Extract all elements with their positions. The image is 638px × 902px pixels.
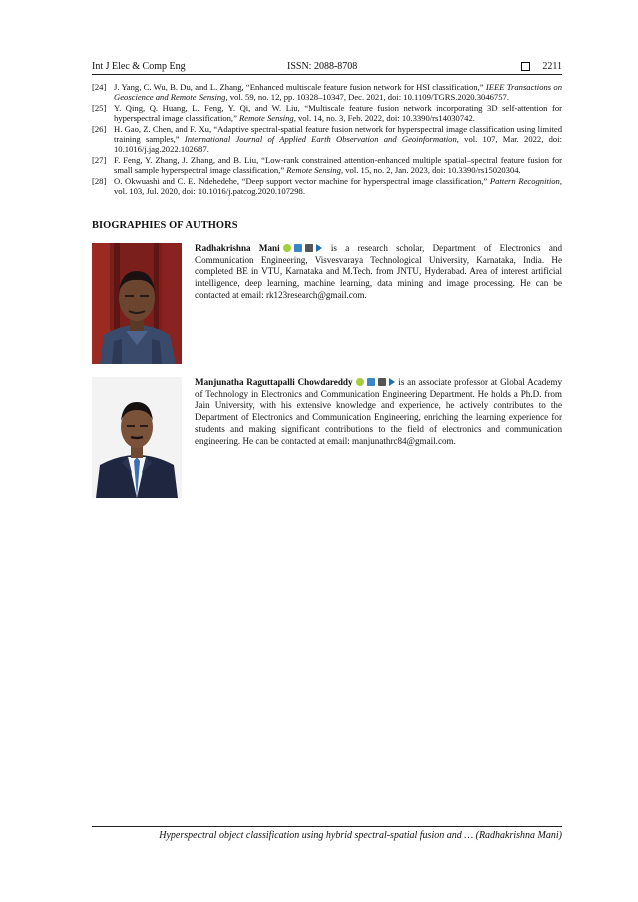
reference-venue: Remote Sensing (239, 113, 294, 124)
checkbox-icon (521, 62, 530, 71)
orcid-icon[interactable] (283, 244, 291, 252)
page-number: 2211 (542, 61, 562, 72)
scholar-icon[interactable] (378, 378, 386, 386)
reference-item (92, 176, 562, 197)
author-bio: is a research scholar, Department of Electronics and Communication Engineering, Visvesvaraya Technological University, Karnataka, India. He completed BE in VTU, Karnataka and M.Tech. from JNTU, Hyderabad. Area of interest artificial intelligence, deep learning, machine learning, data mining and image processing. He can be contacted at email: rk123research@gmail.com. (195, 243, 562, 300)
reference-authors-title: O. Okwuashi and C. E. Ndehedehe, “Deep support vector machine for hyperspectral image classification,” (114, 175, 490, 186)
reference-authors-title: H. Gao, Z. Chen, and F. Xu, “Adaptive spectral-spatial feature fusion network for hyperspectral image classification using limited training samples,” (114, 123, 562, 145)
publons-icon[interactable] (389, 378, 396, 386)
reference-authors-title: J. Yang, C. Wu, B. Du, and L. Zhang, “Enhanced multiscale feature fusion network for HSI classification,” (114, 82, 486, 92)
reference-text (114, 124, 562, 155)
reference-item (92, 103, 562, 124)
biographies-heading: BIOGRAPHIES OF AUTHORS (92, 220, 238, 231)
reference-item (92, 155, 562, 176)
reference-venue: IEEE Transactions on Geoscience and Remote Sensing (114, 82, 562, 103)
author-name: Radhakrishna Mani (195, 243, 280, 253)
reference-number: [27] (92, 154, 107, 165)
author-photo (92, 243, 182, 364)
reference-details: , vol. 15, no. 2, Jan. 2023, doi: 10.3390/rs15020304. (340, 165, 521, 176)
author-biography (92, 243, 562, 365)
author-photo-image (92, 377, 182, 498)
page-footer: Hyperspectral object classification using hybrid spectral-spatial fusion and … (Radhakrishna Mani) (159, 830, 562, 841)
reference-details: , vol. 14, no. 3, Feb. 2022, doi: 10.3390/rs14030742. (293, 113, 475, 124)
orcid-icon[interactable] (356, 378, 364, 386)
reference-venue: Pattern Recognition (489, 175, 560, 186)
page-header (92, 60, 562, 75)
reference-text (114, 176, 562, 197)
reference-authors-title: Y. Qing, Q. Huang, L. Feng, Y. Qi, and W. Liu, “Multiscale feature fusion network incorporating 3D self-attention for hyperspectral image classification,” (114, 102, 562, 124)
reference-details: , vol. 103, Jul. 2020, doi: 10.1016/j.patcog.2020.107298. (114, 175, 562, 197)
reference-venue: Remote Sensing (286, 165, 341, 176)
footer-divider (92, 826, 562, 827)
reference-number: [26] (92, 123, 107, 134)
author-bio: is an associate professor at Global Academy of Technology in Electronics and Communication Engineering Department. He holds a Ph.D. from Jain University, with his extensive knowledge and experience, he actively contributes to the Department of Electronics and Communication Engineering, enriching the learning experience for students and making significant contributions to the field of electronics and communication engineering. He can be contacted at email: manjunathrc84@gmail.com. (195, 377, 562, 446)
reference-list (92, 82, 562, 196)
reference-number: [24] (92, 82, 107, 92)
reference-venue: International Journal of Applied Earth Observation and Geoinformation (184, 134, 457, 145)
publons-icon[interactable] (316, 244, 323, 252)
author-bio-text (195, 243, 562, 302)
scopus-icon[interactable] (367, 378, 375, 386)
reference-details: , vol. 59, no. 12, pp. 10328–10347, Dec. 2021, doi: 10.1109/TGRS.2020.3046757. (225, 92, 509, 103)
author-photo (92, 377, 182, 498)
reference-item (92, 124, 562, 155)
scopus-icon[interactable] (294, 244, 302, 252)
reference-text (114, 103, 562, 124)
author-bio-text (195, 377, 562, 447)
author-photo-image (92, 243, 182, 364)
issn: ISSN: 2088-8708 (287, 61, 358, 72)
scholar-icon[interactable] (305, 244, 313, 252)
reference-number: [25] (92, 102, 107, 113)
reference-number: [28] (92, 175, 107, 186)
reference-authors-title: F. Feng, Y. Zhang, J. Zhang, and B. Liu, “Low-rank constrained attention-enhanced multiple spatial–spectral feature fusion for small sample hyperspectral image classification,” (114, 154, 562, 176)
journal-name: Int J Elec & Comp Eng (92, 61, 186, 72)
author-biography (92, 377, 562, 499)
author-name: Manjunatha Raguttapalli Chowdareddy (195, 377, 353, 387)
reference-details: , vol. 107, Mar. 2022, doi: 10.1016/j.jag.2022.102687. (114, 134, 562, 155)
reference-item (92, 82, 562, 103)
reference-text (114, 82, 562, 103)
reference-text (114, 155, 562, 176)
